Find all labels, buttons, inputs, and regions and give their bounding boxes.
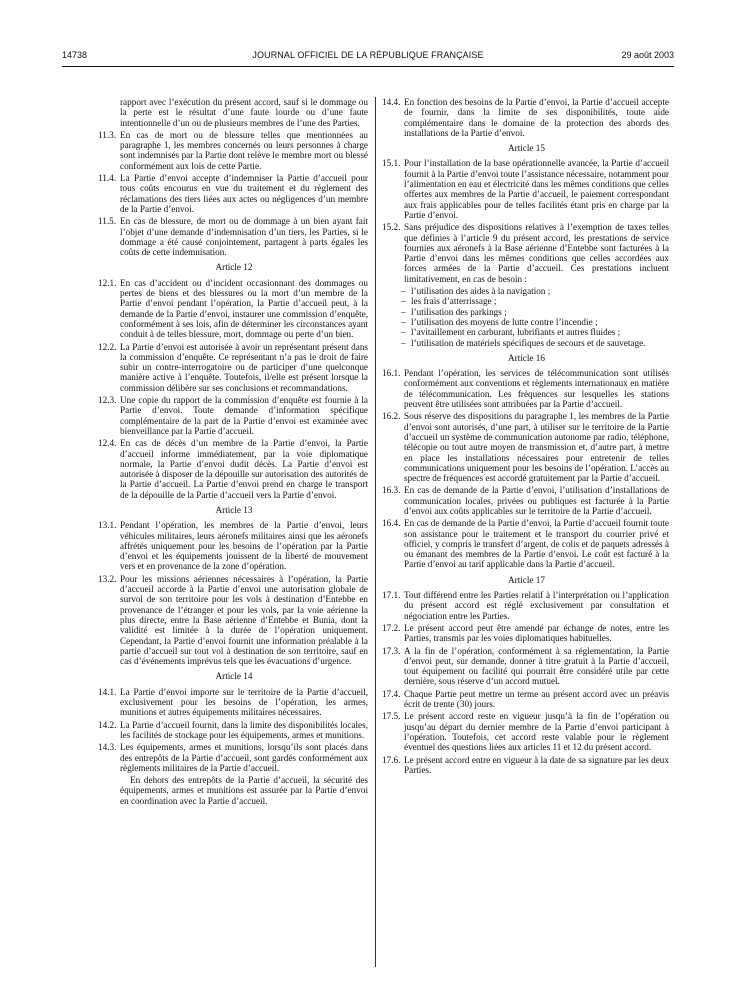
paragraph-16-3 [384,485,669,516]
paragraph-12-3 [100,395,368,436]
paragraph-number: 12.4. [98,438,117,449]
list-dash: – [401,337,406,348]
paragraph-text: En fonction des besoins de la Partie d’envoi, la Partie d’accueil accepte de fournir, dans la limite de ses disponibilités, toute aide complémentaire dans le domaine de la protection des abords des installations de la Partie d’envoi. [404,97,669,138]
paragraph-number: 15.2. [382,222,401,233]
paragraph-number: 14.1. [98,686,117,697]
paragraph-number: 16.4. [382,518,401,529]
paragraph-number: 17.2. [382,622,401,633]
left-column [100,97,368,808]
paragraph-17-6 [384,755,669,776]
paragraph-11-5 [100,216,368,257]
paragraph-number: 12.1. [98,277,117,288]
article-14-heading: Article 14 [215,671,253,682]
list-dash: – [401,296,406,307]
page-header [62,50,674,64]
list-item-text: l’utilisation des aides à la navigation ; [411,286,551,297]
paragraph-number: 16.3. [382,485,401,496]
paragraph-text: Tout différend entre les Parties relatif à l’interprétation ou l’application du présent accord est réglé exclusivement par consultation et négociation entre les Parties. [404,590,669,621]
paragraph-text: Les équipements, armes et munitions, lorsqu’ils sont placés dans des entrepôts de la Partie d’accueil, sont gardés conformément aux règlements militaires de la Partie d’accueil. [120,742,368,773]
paragraph-14-3-continued [100,775,368,806]
paragraph-text: Sous réserve des dispositions du paragraphe 1, les membres de la Partie d’envoi sont autorisés, d’une part, à utiliser sur le territoire de la Partie d’accueil un système de communication autonome par radio, téléphone, télécopie ou tout autre moyen de transmission et, d’autre part, à mettre en place les installations nécessaires pour entretenir de telles communications uniquement pour les besoins de l’opération. L’accès au spectre de fréquences est accordé gratuitement par la Partie d’accueil. [404,411,669,484]
paragraph-number: 15.1. [382,158,401,169]
paragraph-11-4 [100,173,368,214]
paragraph-16-2 [384,411,669,483]
paragraph-number: 14.2. [98,719,117,730]
article-12-heading: Article 12 [215,262,253,273]
paragraph-text: Une copie du rapport de la commission d’enquête est fournie à la Partie d’envoi. Toute demande d’information spécifique complémentaire de la part de la Partie d’envoi est examinée avec bienveillance par la Partie d’accueil. [120,395,368,436]
list-item [401,327,669,338]
paragraph-15-1 [384,158,669,220]
paragraph-13-2 [100,574,368,667]
paragraph-text: En cas de blessure, de mort ou de dommage à un bien ayant fait l’objet d’une demande d’indemnisation d’un tiers, les Parties, si le dommage a été causé conjointement, partagent à parts égales les coûts de cette indemnisation. [120,216,368,258]
paragraph-text: La Partie d’accueil fournit, dans la limite des disponibilités locales, les facilités de stockage pour les équipements, armes et munitions. [120,719,368,740]
paragraph-number: 13.1. [98,520,117,531]
list-item-text: l’avitaillement en carburant, lubrifiants et autres fluides ; [411,327,621,338]
column-divider [375,97,376,967]
paragraph-number: 17.6. [382,754,401,765]
paragraph-text: Le présent accord entre en vigueur à la date de sa signature par les deux Parties. [404,754,669,775]
paragraph-number: 16.2. [382,411,401,422]
paragraph-text: Pour les missions aériennes nécessaires à l’opération, la Partie d’accueil accorde à la Partie d’envoi une autorisation globale de survol de son territoire pour les vols à destination d’Entebbe en provenance de l’étranger et pour les vols, par la voie aérienne la plus directe, entre la Base aérienne d’Entebbe et Bunia, dont la validité est limitée à la durée de l’opération uniquement. Cependant, la Partie d’envoi fournit une information préalable à la partie d’accueil sur tout vol à destination de son territoire, sauf en cas d’événements imprévus tels que les évacuations d’urgence. [120,573,368,667]
paragraph-text: En dehors des entrepôts de la Partie d’accueil, la sécurité des équipements, armes et munitions est assurée par la Partie d’envoi en coordination avec la Partie d’accueil. [120,775,368,806]
list-item [401,306,669,317]
paragraph-number: 17.1. [382,590,401,601]
paragraph-14-1 [100,687,368,718]
list-item [401,296,669,307]
list-item [401,286,669,297]
list-dash: – [401,327,406,338]
paragraph-16-1 [384,368,669,409]
paragraph-text: Pour l’installation de la base opérationnelle avancée, la Partie d’accueil fournit à la Partie d’envoi toute l’assistance nécessaire, notamment pour l’alimentation en eau et électricité dans les mêmes conditions que celles offertes aux membres de la Partie d’accueil, le paiement correspondant aux frais applicables pour de telles facilités étant pris en charge par la Partie d’envoi. [404,158,669,220]
paragraph-17-4 [384,689,669,710]
list-item-text: l’utilisation de matériels spécifiques de secours et de sauvetage. [411,337,646,348]
list-item-text: les frais d’atterrissage ; [411,296,497,307]
paragraph-17-5 [384,711,669,752]
list-item [401,316,669,327]
paragraph-16-4 [384,518,669,569]
paragraph-12-1 [100,278,368,340]
paragraph-text: En cas de demande de la Partie d’envoi, la Partie d’accueil fournit toute son assistance pour le traitement et le transport du courrier privé et officiel, y compris le transfert d’argent, de colis et de paquets adressés à ou émanant des membres de la Partie d’envoi. Le coût est facturé à la Partie d’envoi au tarif applicable dans la Partie d’accueil. [404,518,669,570]
paragraph-text: En cas de décès d’un membre de la Partie d’envoi, la Partie d’accueil informe immédiatement, par la voie diplomatique normale, la Partie d’envoi dudit décès. La Partie d’envoi est autorisée à disposer de la dépouille sur autorisation des autorités de la Partie d’accueil. La Partie d’envoi prend en charge le transport de la dépouille de la Partie d’accueil vers la Partie d’envoi. [120,438,368,500]
paragraph-number: 11.4. [98,173,117,184]
paragraph-14-2 [100,720,368,741]
paragraph-15-2 [384,222,669,284]
paragraph-number: 11.3. [98,129,117,140]
paragraph-number: 11.5. [98,216,117,227]
header-rule [62,66,674,67]
paragraph-number: 13.2. [98,573,117,584]
paragraph-number: 17.4. [382,688,401,699]
list-item-text: l’utilisation des parkings ; [411,306,507,317]
paragraph-13-1 [100,520,368,571]
paragraph-number: 17.3. [382,645,401,656]
paragraph-12-2 [100,342,368,393]
paragraph-number: 16.1. [382,368,401,379]
list-dash: – [401,286,406,297]
paragraph-17-1 [384,590,669,621]
paragraph-text: Sans préjudice des dispositions relatives à l’exemption de taxes telles que définies à l’article 9 du présent accord, les prestations de service fournies aux aéronefs à la Base aérienne d’Entebbe sont facturées à la Partie d’envoi dans les mêmes conditions que celles accordées aux forces armées de la Partie d’accueil. Ces prestations incluent limitativement, en cas de besoin : [404,222,669,284]
journal-title: JOURNAL OFFICIEL DE LA RÉPUBLIQUE FRANÇAISE [252,50,484,60]
list-item [401,337,669,348]
paragraph-number: 17.5. [382,711,401,722]
paragraph-17-2 [384,623,669,644]
paragraph-14-3 [100,742,368,773]
list-dash: – [401,306,406,317]
paragraph-text: En cas de demande de la Partie d’envoi, l’utilisation d’installations de communication locales, privées ou publiques est facturée à la Partie d’envoi aux coûts applicables sur le territoire de la Partie d’accueil. [404,485,669,516]
right-column [384,97,669,777]
list-item-text: l’utilisation des moyens de lutte contre l’incendie ; [411,316,598,327]
paragraph-text: A la fin de l’opération, conformément à sa réglementation, la Partie d’envoi peut, sur demande, donner à titre gratuit à la Partie d’accueil, tout équipement ou facilité qui pourrait être considéré utile par cette dernière, sous réserve d’un accord mutuel. [404,645,669,687]
paragraph-17-3 [384,646,669,687]
services-list [384,286,669,348]
issue-date: 29 août 2003 [621,50,674,60]
article-15-heading: Article 15 [508,143,545,154]
paragraph-14-4 [384,97,669,138]
paragraph-text: Pendant l’opération, les services de télécommunication sont utilisés conformément aux conventions et règlements internationaux en matière de télécommunication. Les fréquences sur lesquelles les stations peuvent être utilisées sont attribuées par la Partie d’accueil. [404,368,669,410]
paragraph-number: 12.2. [98,341,117,352]
paragraph-11-3 [100,130,368,171]
list-dash: – [401,316,406,327]
paragraph-text: La Partie d’envoi est autorisée à avoir un représentant présent dans la commission d’enquête. Ce représentant n’a pas le droit de faire subir un contre-interrogatoire ou de participer d’une quelconque manière active à l’enquête. Toutefois, il/elle est présent lorsque la commission délibère sur ses conclusions et recommandations. [120,341,368,393]
paragraph-text: En cas de mort ou de blessure telles que mentionnées au paragraphe 1, les membres concernés ou leurs personnes à charge sont indemnisés par la Partie dont relève le membre mort ou blessé conformément aux lois de cette Partie. [120,129,368,171]
paragraph-text: rapport avec l’exécution du présent accord, sauf si le dommage ou la perte est le résultat d’une faute lourde ou d’une faute intentionnelle d’un ou de plusieurs membres de l’une des Parties. [120,97,368,128]
paragraph-text: Pendant l’opération, les membres de la Partie d’envoi, leurs véhicules militaires, leurs aéronefs militaires ainsi que les aéronefs affrétés uniquement pour les besoins de l’opération par la Partie d’envoi et les équipements jouissent de la liberté de mouvement vers et en provenance de la zone d’opération. [120,520,368,572]
page-number: 14738 [62,50,88,60]
paragraph-text: Le présent accord peut être amendé par échange de notes, entre les Parties, transmis par les voies diplomatiques habituelles. [404,622,669,644]
paragraph-continuation [100,97,368,128]
paragraph-12-4 [100,438,368,500]
paragraph-text: En cas d’accident ou d’incident occasionnant des dommages ou pertes de biens et des blessures ou la mort d’un membre de la Partie d’envoi pendant l’opération, la Partie d’accueil peut, à la demande de la Partie d’envoi, instaurer une commission d’enquête, conformément à ses lois, afin de déterminer les circonstances ayant conduit à de telles blessure, mort, dommage ou perte d’un bien. [120,277,368,340]
paragraph-number: 14.4. [382,97,401,107]
article-17-heading: Article 17 [508,574,545,585]
paragraph-text: La Partie d’envoi importe sur le territoire de la Partie d’accueil, exclusivement pour les besoins de l’opération, les armes, munitions et autres équipements militaires nécessaires. [120,686,368,718]
paragraph-text: Le présent accord reste en vigueur jusqu’à la fin de l’opération ou jusqu’au départ du dernier membre de la Partie d’envoi participant à l’opération. Toutefois, cet accord reste valable pour le règlement éventuel des questions liées aux articles 11 et 12 du présent accord. [404,711,669,753]
paragraph-text: Chaque Partie peut mettre un terme au présent accord avec un préavis écrit de trente (30) jours. [404,688,669,710]
paragraph-text: La Partie d’envoi accepte d’indemniser la Partie d’accueil pour tous coûts encourus en vue du traitement et du règlement des réclamations des tiers liées aux actes ou négligences d’un membre de la Partie d’envoi. [120,173,368,214]
paragraph-number: 12.3. [98,395,117,406]
article-16-heading: Article 16 [508,352,545,363]
article-13-heading: Article 13 [215,504,253,515]
paragraph-number: 14.3. [98,742,117,753]
